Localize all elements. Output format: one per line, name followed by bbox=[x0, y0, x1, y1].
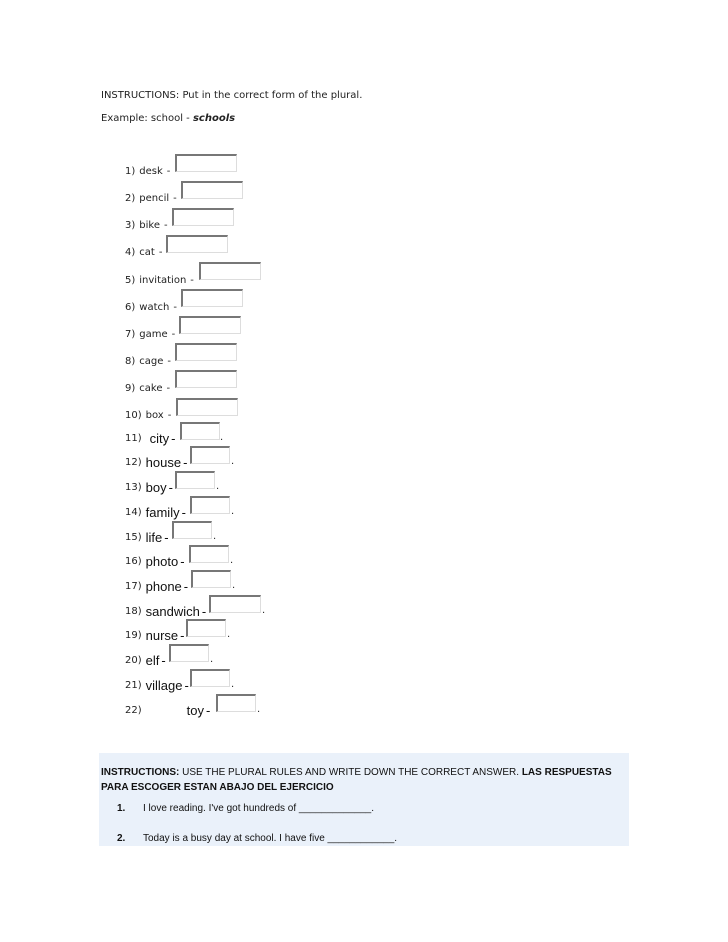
item-number: 7) bbox=[125, 328, 136, 340]
item-period: . bbox=[262, 605, 266, 616]
exercise-bold-tail: LAS RESPUESTAS PARA ESCOGER ESTAN ABAJO DEL EJERCICIO bbox=[101, 767, 612, 793]
item-dash: - bbox=[183, 454, 188, 470]
answer-input[interactable] bbox=[179, 316, 241, 334]
item-dash: - bbox=[163, 219, 168, 231]
answer-input[interactable] bbox=[166, 235, 228, 253]
answer-input[interactable] bbox=[186, 619, 226, 637]
item-number: 12) bbox=[125, 456, 142, 468]
item-period: . bbox=[231, 456, 235, 467]
list-item bbox=[125, 214, 168, 236]
item-dash: - bbox=[166, 382, 171, 394]
answer-input[interactable] bbox=[175, 370, 237, 388]
answer-input[interactable] bbox=[209, 595, 261, 613]
item-word: cage bbox=[139, 355, 164, 367]
answer-input[interactable] bbox=[181, 181, 243, 199]
item-word: village bbox=[145, 677, 183, 693]
answer-input[interactable] bbox=[175, 154, 237, 172]
answer-input[interactable] bbox=[180, 422, 220, 440]
item-number: 8) bbox=[125, 355, 136, 367]
item-number: 14) bbox=[125, 506, 142, 518]
item-dash: - bbox=[167, 355, 172, 367]
exercise-item-text: Today is a busy day at school. I have five ____________. bbox=[143, 833, 398, 844]
example-line bbox=[101, 113, 235, 124]
list-item bbox=[125, 501, 186, 523]
example-answer: schools bbox=[192, 113, 236, 124]
item-dash: - bbox=[173, 301, 177, 313]
answer-input[interactable] bbox=[176, 398, 238, 416]
item-number: 9) bbox=[125, 382, 136, 394]
item-period: . bbox=[231, 679, 235, 690]
list-item bbox=[125, 187, 177, 209]
answer-input[interactable] bbox=[191, 570, 231, 588]
item-number: 16) bbox=[125, 555, 142, 567]
exercise-item bbox=[117, 803, 374, 814]
item-number: 15) bbox=[125, 531, 142, 543]
answer-input[interactable] bbox=[190, 446, 230, 464]
answer-input[interactable] bbox=[172, 521, 212, 539]
item-number: 1) bbox=[125, 165, 136, 177]
item-word: nurse bbox=[145, 627, 179, 643]
item-number: 20) bbox=[125, 654, 142, 666]
item-number: 18) bbox=[125, 605, 142, 617]
list-item bbox=[125, 476, 173, 498]
exercise-item-number: 2. bbox=[117, 833, 126, 844]
item-period: . bbox=[257, 704, 261, 715]
item-word: city bbox=[149, 430, 170, 446]
item-word: boy bbox=[145, 479, 167, 495]
item-period: . bbox=[232, 580, 236, 591]
list-item bbox=[125, 575, 188, 597]
answer-input[interactable] bbox=[169, 644, 209, 662]
item-number: 22) bbox=[125, 704, 142, 716]
item-dash: - bbox=[184, 677, 189, 693]
exercise-text: USE THE PLURAL RULES AND WRITE DOWN THE CORRECT ANSWER. bbox=[179, 767, 522, 778]
item-number: 13) bbox=[125, 481, 142, 493]
item-word: desk bbox=[139, 165, 163, 177]
item-word: watch bbox=[139, 301, 170, 313]
list-item bbox=[125, 160, 170, 182]
item-period: . bbox=[213, 531, 217, 542]
item-period: . bbox=[216, 481, 220, 492]
item-number: 5) bbox=[125, 274, 136, 286]
list-item bbox=[125, 624, 185, 646]
item-word: game bbox=[139, 328, 168, 340]
item-word: phone bbox=[145, 578, 182, 594]
item-number: 21) bbox=[125, 679, 142, 691]
list-item bbox=[125, 451, 187, 473]
item-number: 6) bbox=[125, 301, 136, 313]
item-dash: - bbox=[181, 504, 186, 520]
exercise-instructions bbox=[101, 765, 621, 795]
item-dash: - bbox=[171, 430, 176, 446]
exercise-section bbox=[99, 753, 629, 846]
item-word: family bbox=[145, 504, 180, 520]
item-word: house bbox=[145, 454, 182, 470]
item-number: 3) bbox=[125, 219, 136, 231]
item-period: . bbox=[231, 506, 235, 517]
item-word: sandwich bbox=[145, 603, 200, 619]
list-item bbox=[125, 649, 166, 671]
list-item bbox=[125, 350, 171, 372]
list-item bbox=[125, 699, 210, 721]
item-number: 17) bbox=[125, 580, 142, 592]
example-prefix: Example: school - bbox=[101, 113, 193, 124]
item-period: . bbox=[220, 432, 224, 443]
item-dash: - bbox=[164, 529, 169, 545]
item-word: photo bbox=[145, 553, 179, 569]
item-word: box bbox=[145, 409, 164, 421]
exercise-item-number: 1. bbox=[117, 803, 126, 814]
item-dash: - bbox=[173, 192, 177, 204]
item-dash: - bbox=[166, 165, 171, 177]
list-item bbox=[125, 674, 189, 696]
answer-input[interactable] bbox=[175, 471, 215, 489]
list-item bbox=[125, 241, 162, 263]
exercise-label: INSTRUCTIONS: bbox=[101, 767, 180, 778]
answer-input[interactable] bbox=[181, 289, 243, 307]
item-dash: - bbox=[190, 274, 194, 286]
answer-input[interactable] bbox=[190, 669, 230, 687]
answer-input[interactable] bbox=[190, 496, 230, 514]
item-dash: - bbox=[171, 328, 176, 340]
answer-input[interactable] bbox=[199, 262, 261, 280]
item-number: 19) bbox=[125, 629, 142, 641]
item-word: pencil bbox=[139, 192, 170, 204]
item-dash: - bbox=[158, 246, 163, 258]
instructions-line: INSTRUCTIONS: Put in the correct form of the plural. bbox=[101, 90, 363, 101]
item-period: . bbox=[227, 629, 231, 640]
answer-input[interactable] bbox=[189, 545, 229, 563]
item-dash: - bbox=[168, 479, 173, 495]
item-dash: - bbox=[205, 702, 211, 718]
list-item bbox=[125, 269, 194, 291]
item-number: 10) bbox=[125, 409, 142, 421]
answer-input[interactable] bbox=[216, 694, 256, 712]
item-period: . bbox=[230, 555, 234, 566]
item-period: . bbox=[210, 654, 214, 665]
item-word: cat bbox=[139, 246, 155, 258]
list-item bbox=[125, 296, 177, 318]
answer-input[interactable] bbox=[172, 208, 234, 226]
item-number: 4) bbox=[125, 246, 136, 258]
item-dash: - bbox=[201, 603, 207, 619]
item-dash: - bbox=[161, 652, 166, 668]
list-item bbox=[125, 550, 185, 572]
list-item bbox=[125, 323, 175, 345]
item-word: toy bbox=[186, 702, 204, 718]
item-dash: - bbox=[183, 578, 189, 594]
item-dash: - bbox=[167, 409, 172, 421]
item-word: cake bbox=[139, 382, 163, 394]
item-word: elf bbox=[145, 652, 160, 668]
answer-input[interactable] bbox=[175, 343, 237, 361]
item-number: 11) bbox=[125, 432, 142, 444]
exercise-item-text: I love reading. I've got hundreds of _____________. bbox=[143, 803, 374, 814]
list-item bbox=[125, 526, 169, 548]
list-item bbox=[125, 427, 175, 449]
item-word: invitation bbox=[139, 274, 187, 286]
item-number: 2) bbox=[125, 192, 136, 204]
item-word: life bbox=[145, 529, 163, 545]
list-item bbox=[125, 404, 171, 426]
item-dash: - bbox=[180, 553, 185, 569]
item-word: bike bbox=[139, 219, 160, 231]
exercise-item bbox=[117, 833, 397, 844]
item-dash: - bbox=[180, 627, 185, 643]
